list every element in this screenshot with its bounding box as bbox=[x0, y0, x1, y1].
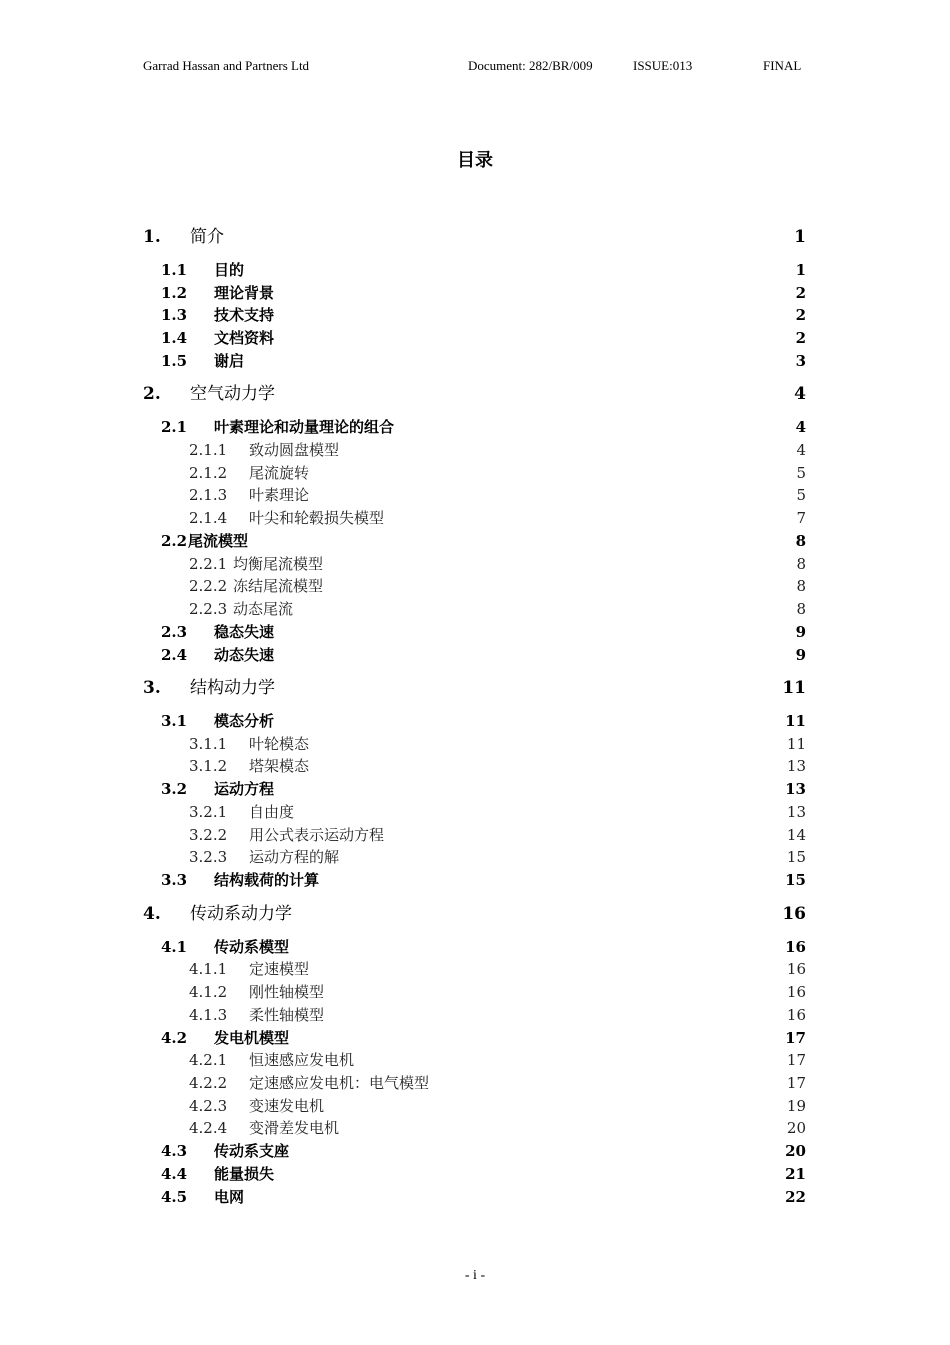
toc-entry[interactable] bbox=[0, 903, 950, 925]
toc-entry[interactable] bbox=[0, 439, 950, 461]
toc-entry-page: 16 bbox=[782, 904, 806, 924]
toc-entry[interactable] bbox=[0, 530, 950, 552]
toc-entry[interactable] bbox=[0, 575, 950, 597]
toc-entry-number: 1.4 bbox=[161, 329, 188, 347]
toc-entry[interactable] bbox=[0, 677, 950, 699]
toc-entry-title: 结构动力学 bbox=[190, 678, 275, 698]
toc-entry[interactable] bbox=[0, 1140, 950, 1162]
toc-entry-number: 4.2.3 bbox=[189, 1097, 228, 1115]
toc-entry-title: 电网 bbox=[214, 1188, 245, 1206]
toc-entry-title: 定速感应发电机：电气模型 bbox=[249, 1074, 430, 1092]
toc-entry-page: 8 bbox=[796, 555, 806, 573]
toc-entry-page: 13 bbox=[786, 803, 806, 821]
toc-entry-number: 3. bbox=[143, 678, 161, 698]
toc-entry-title: 动态失速 bbox=[214, 646, 275, 664]
toc-entry-number: 2.1.4 bbox=[189, 509, 228, 527]
toc-entry-title: 叶素理论和动量理论的组合 bbox=[214, 418, 395, 436]
toc-entry-number: 4.2.2 bbox=[189, 1074, 228, 1092]
toc-entry-number: 3.2.2 bbox=[189, 826, 228, 844]
toc-entry-page: 17 bbox=[785, 1029, 806, 1047]
toc-entry-title: 动态尾流 bbox=[233, 600, 294, 618]
toc-entry-page: 13 bbox=[785, 780, 806, 798]
toc-entry[interactable] bbox=[0, 621, 950, 643]
toc-entry-page: 8 bbox=[796, 577, 806, 595]
toc-entry-page: 2 bbox=[795, 284, 806, 302]
toc-entry-page: 15 bbox=[786, 848, 806, 866]
toc-entry[interactable] bbox=[0, 778, 950, 800]
page-title: 目录 bbox=[457, 150, 493, 171]
toc-entry-title: 文档资料 bbox=[214, 329, 275, 347]
page-number-footer: - i - bbox=[464, 1268, 486, 1283]
toc-entry-page: 11 bbox=[785, 712, 806, 730]
toc-entry-title: 自由度 bbox=[249, 803, 295, 821]
toc-entry-title: 致动圆盘模型 bbox=[249, 441, 340, 459]
toc-entry[interactable] bbox=[0, 1049, 950, 1071]
toc-entry-page: 19 bbox=[786, 1097, 806, 1115]
toc-entry-page: 5 bbox=[796, 486, 806, 504]
toc-entry-number: 1.3 bbox=[161, 306, 188, 324]
toc-entry-title: 运动方程的解 bbox=[249, 848, 340, 866]
toc-entry-number: 2.2.3 bbox=[189, 600, 228, 618]
toc-entry-number: 3.1 bbox=[161, 712, 188, 730]
toc-entry-title: 能量损失 bbox=[214, 1165, 275, 1183]
toc-entry-page: 3 bbox=[795, 352, 806, 370]
toc-entry-page: 11 bbox=[786, 735, 806, 753]
toc-entry-title: 定速模型 bbox=[249, 960, 310, 978]
toc-entry-title: 用公式表示运动方程 bbox=[249, 826, 385, 844]
toc-entry-number: 2.1.2 bbox=[189, 464, 228, 482]
toc-entry-number: 2.3 bbox=[161, 623, 188, 641]
toc-entry-number: 2. bbox=[143, 384, 161, 404]
header-company: Garrad Hassan and Partners Ltd bbox=[143, 58, 310, 73]
toc-entry-title: 模态分析 bbox=[214, 712, 275, 730]
toc-entry[interactable] bbox=[0, 553, 950, 575]
toc-entry[interactable] bbox=[0, 958, 950, 980]
toc-entry-title: 简介 bbox=[190, 227, 224, 247]
toc-entry[interactable] bbox=[0, 824, 950, 846]
toc-entry-number: 4.2 bbox=[161, 1029, 188, 1047]
toc-entry-number: 4.3 bbox=[161, 1142, 188, 1160]
toc-entry[interactable] bbox=[0, 383, 950, 405]
toc-entry[interactable] bbox=[0, 462, 950, 484]
toc-entry-number: 2.4 bbox=[161, 646, 188, 664]
toc-entry-title: 空气动力学 bbox=[190, 384, 275, 404]
toc-entry-number: 3.2 bbox=[161, 780, 188, 798]
toc-entry[interactable] bbox=[0, 327, 950, 349]
toc-entry-number: 3.1.2 bbox=[189, 757, 228, 775]
toc-entry-number: 1.1 bbox=[161, 261, 188, 279]
toc-entry[interactable] bbox=[0, 484, 950, 506]
toc-entry-title: 柔性轴模型 bbox=[249, 1006, 325, 1024]
toc-entry[interactable] bbox=[0, 1095, 950, 1117]
toc-entry-page: 16 bbox=[786, 1006, 806, 1024]
toc-entry-number: 2.2.1 bbox=[189, 555, 228, 573]
toc-entry[interactable] bbox=[0, 936, 950, 958]
toc-entry-number: 4.2.1 bbox=[189, 1051, 228, 1069]
toc-entry[interactable] bbox=[0, 1004, 950, 1026]
toc-entry-title: 尾流模型 bbox=[188, 532, 249, 550]
toc-entry-number: 2.2 bbox=[161, 532, 188, 550]
toc-entry-page: 20 bbox=[785, 1142, 806, 1160]
toc-entry-number: 4.1.2 bbox=[189, 983, 228, 1001]
toc-entry-title: 冻结尾流模型 bbox=[233, 577, 324, 595]
toc-entry-number: 4.5 bbox=[161, 1188, 188, 1206]
toc-entry-page: 1 bbox=[794, 227, 806, 247]
toc-entry-page: 2 bbox=[795, 329, 806, 347]
toc-entry[interactable] bbox=[0, 846, 950, 868]
toc-entry-number: 4.1 bbox=[161, 938, 188, 956]
toc-entry-number: 2.1 bbox=[161, 418, 188, 436]
toc-entry-page: 5 bbox=[796, 464, 806, 482]
toc-entry-number: 3.1.1 bbox=[189, 735, 228, 753]
toc-entry-number: 4. bbox=[143, 904, 161, 924]
toc-entry-page: 9 bbox=[795, 646, 806, 664]
toc-entry[interactable] bbox=[0, 1117, 950, 1139]
toc-entry-page: 14 bbox=[786, 826, 806, 844]
toc-entry[interactable] bbox=[0, 226, 950, 248]
toc-entry[interactable] bbox=[0, 1072, 950, 1094]
toc-entry-number: 1.5 bbox=[161, 352, 188, 370]
toc-entry-page: 4 bbox=[794, 384, 806, 404]
toc-entry[interactable] bbox=[0, 801, 950, 823]
toc-entry-title: 变滑差发电机 bbox=[249, 1119, 340, 1137]
toc-entry[interactable] bbox=[0, 598, 950, 620]
toc-entry-number: 1.2 bbox=[161, 284, 188, 302]
toc-entry-title: 叶素理论 bbox=[249, 486, 310, 504]
header-status: FINAL bbox=[763, 58, 802, 73]
toc-entry-title: 目的 bbox=[214, 261, 245, 279]
toc-entry[interactable] bbox=[0, 282, 950, 304]
toc-entry-page: 11 bbox=[782, 678, 806, 698]
toc-entry-title: 技术支持 bbox=[214, 306, 275, 324]
toc-entry[interactable] bbox=[0, 733, 950, 755]
toc-entry-title: 均衡尾流模型 bbox=[233, 555, 324, 573]
toc-entry[interactable] bbox=[0, 1027, 950, 1049]
header-issue: ISSUE:013 bbox=[633, 58, 693, 73]
toc-entry-title: 尾流旋转 bbox=[249, 464, 310, 482]
toc-entry[interactable] bbox=[0, 755, 950, 777]
toc-entry-page: 4 bbox=[796, 441, 806, 459]
toc-entry-page: 17 bbox=[786, 1051, 806, 1069]
toc-entry-page: 2 bbox=[795, 306, 806, 324]
toc-entry-number: 3.2.1 bbox=[189, 803, 228, 821]
toc-entry[interactable] bbox=[0, 981, 950, 1003]
toc-entry-title: 叶轮模态 bbox=[249, 735, 310, 753]
toc-entry-page: 16 bbox=[786, 983, 806, 1001]
toc-entry-title: 塔架模态 bbox=[249, 757, 310, 775]
toc-entry-title: 谢启 bbox=[214, 352, 245, 370]
toc-entry-page: 8 bbox=[796, 600, 806, 618]
toc-entry-page: 7 bbox=[796, 509, 806, 527]
toc-entry-number: 3.3 bbox=[161, 871, 188, 889]
toc-entry[interactable] bbox=[0, 304, 950, 326]
toc-entry-page: 21 bbox=[785, 1165, 806, 1183]
toc-entry-title: 恒速感应发电机 bbox=[249, 1051, 355, 1069]
toc-entry[interactable] bbox=[0, 416, 950, 438]
toc-entry-page: 16 bbox=[786, 960, 806, 978]
toc-entry[interactable] bbox=[0, 644, 950, 666]
toc-entry-page: 20 bbox=[786, 1119, 806, 1137]
toc-entry[interactable] bbox=[0, 1163, 950, 1185]
toc-entry-page: 15 bbox=[785, 871, 806, 889]
toc-entry[interactable] bbox=[0, 710, 950, 732]
toc-entry-title: 稳态失速 bbox=[214, 623, 275, 641]
toc-entry-number: 4.1.3 bbox=[189, 1006, 228, 1024]
toc-entry-title: 结构载荷的计算 bbox=[214, 871, 320, 889]
toc-entry-number: 4.1.1 bbox=[189, 960, 228, 978]
toc-entry[interactable] bbox=[0, 1186, 950, 1208]
header-document: Document: 282/BR/009 bbox=[468, 58, 593, 73]
toc-entry[interactable] bbox=[0, 869, 950, 891]
toc-entry-number: 2.1.3 bbox=[189, 486, 228, 504]
toc-entry-number: 4.2.4 bbox=[189, 1119, 228, 1137]
toc-entry-title: 变速发电机 bbox=[249, 1097, 325, 1115]
toc-entry-title: 传动系支座 bbox=[214, 1142, 290, 1160]
toc-entry[interactable] bbox=[0, 350, 950, 372]
toc-entry-page: 9 bbox=[795, 623, 806, 641]
toc-entry-number: 1. bbox=[143, 227, 161, 247]
toc-entry-page: 16 bbox=[785, 938, 806, 956]
toc-entry-number: 3.2.3 bbox=[189, 848, 228, 866]
toc-entry-title: 刚性轴模型 bbox=[249, 983, 325, 1001]
toc-entry-number: 4.4 bbox=[161, 1165, 188, 1183]
toc-entry-page: 13 bbox=[786, 757, 806, 775]
toc-entry-number: 2.1.1 bbox=[189, 441, 228, 459]
toc-entry-title: 传动系模型 bbox=[214, 938, 290, 956]
toc-entry-page: 8 bbox=[795, 532, 806, 550]
toc-entry-number: 2.2.2 bbox=[189, 577, 228, 595]
toc-entry-page: 1 bbox=[795, 261, 806, 279]
toc-entry-page: 4 bbox=[795, 418, 806, 436]
toc-entry[interactable] bbox=[0, 507, 950, 529]
toc-entry-title: 叶尖和轮毂损失模型 bbox=[249, 509, 385, 527]
toc-entry-title: 理论背景 bbox=[214, 284, 275, 302]
toc-entry-page: 22 bbox=[785, 1188, 806, 1206]
toc-entry-title: 传动系动力学 bbox=[190, 904, 292, 924]
toc-entry[interactable] bbox=[0, 259, 950, 281]
toc-entry-page: 17 bbox=[786, 1074, 806, 1092]
toc-entry-title: 发电机模型 bbox=[214, 1029, 290, 1047]
toc-entry-title: 运动方程 bbox=[214, 780, 275, 798]
